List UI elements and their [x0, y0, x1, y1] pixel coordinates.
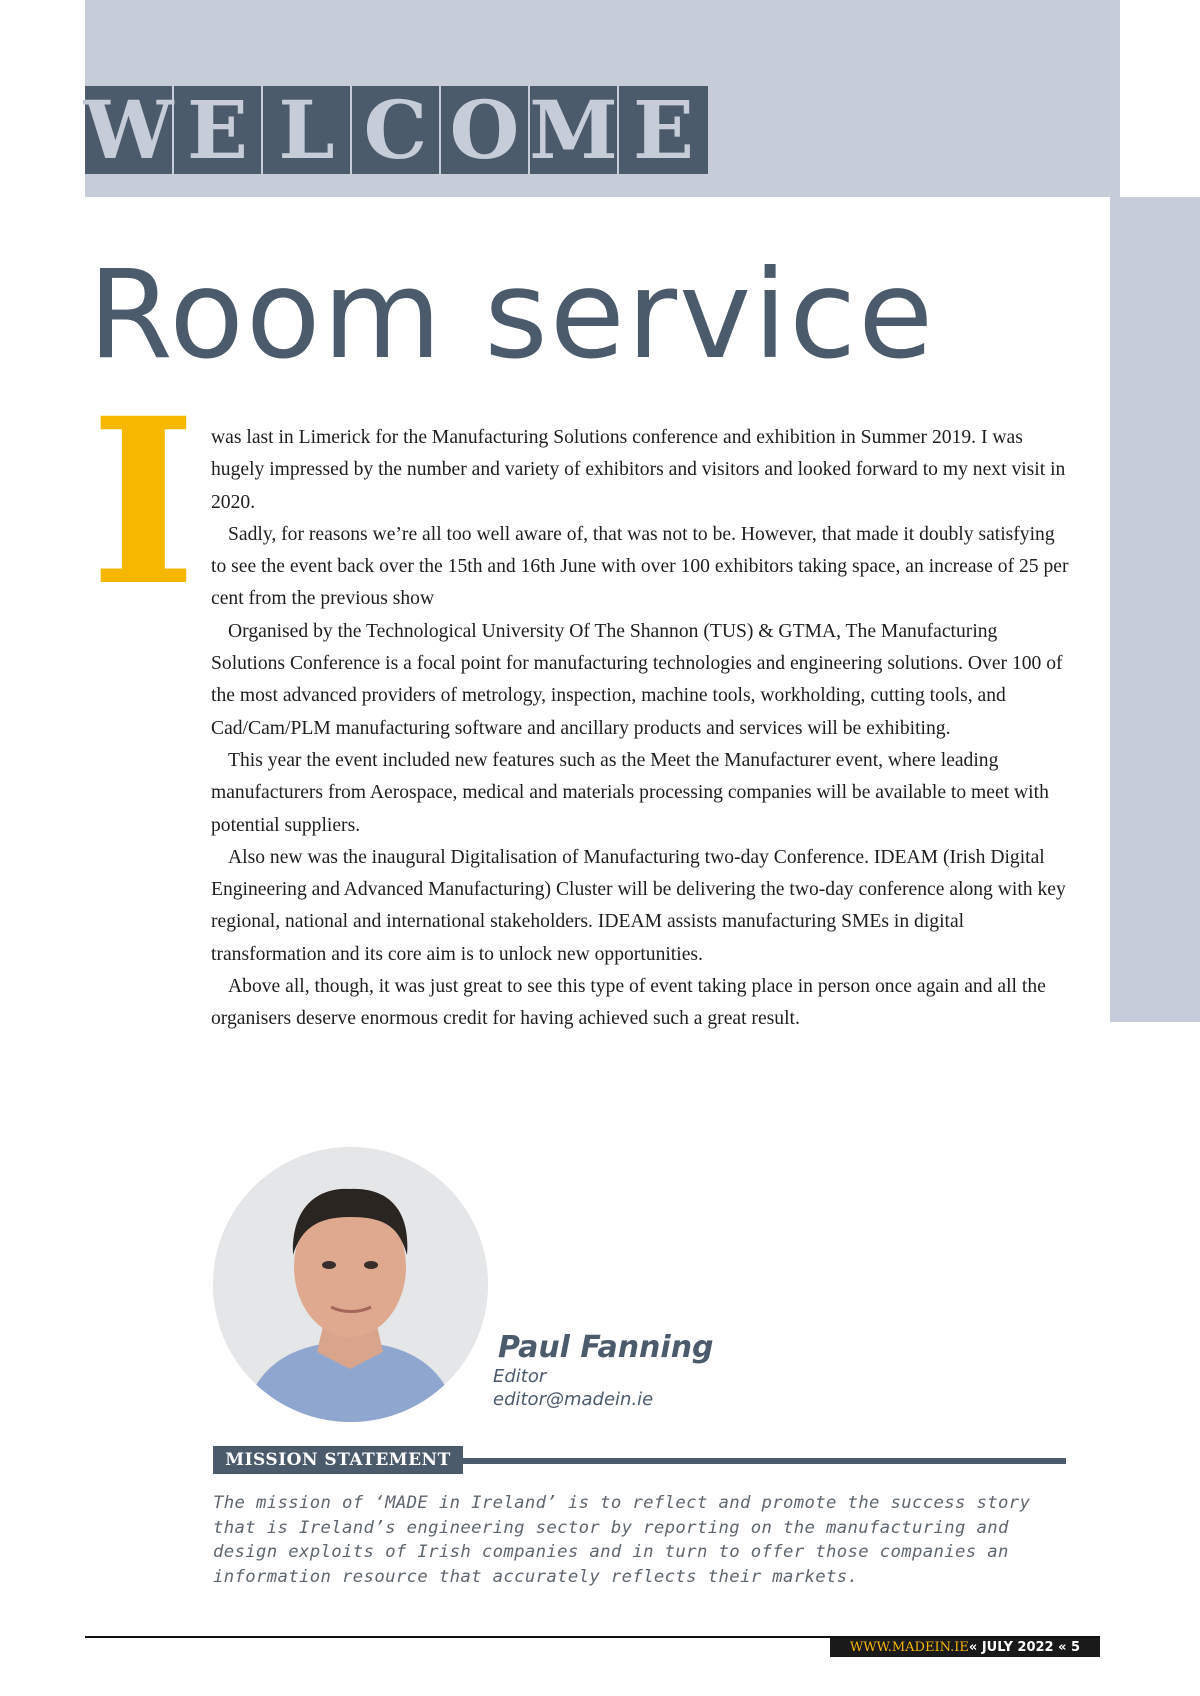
drop-cap: I [90, 368, 197, 636]
section-letter: O [441, 86, 530, 174]
article-paragraph: Sadly, for reasons we’re all too well aware of, that was not to be. However, that made it doubly satisfying to see the event back over the 15th and 16th June with over 100 exhibitors taking space, an increase of 25 per cent from the previous show [211, 523, 1069, 610]
editor-photo [213, 1147, 488, 1422]
section-letter: M [529, 83, 618, 177]
article-paragraph: Above all, though, it was just great to see this type of event taking place in person once again and all the organisers deserve enormous credit for having achieved such a great result. [211, 976, 1046, 1030]
mission-statement-label: MISSION STATEMENT [213, 1446, 463, 1474]
section-label-welcome [83, 83, 708, 177]
section-letter: W [83, 83, 174, 177]
article-paragraph: was last in Limerick for the Manufacturing Solutions conference and exhibition in Summer 2019. I was hugely impressed by the number and variety of exhibitors and visitors and looked forward to my next visit in 2020. [211, 427, 1066, 513]
section-letter: E [633, 83, 694, 177]
footer-folio [830, 1638, 1100, 1657]
editor-portrait-icon [213, 1147, 488, 1422]
footer-url[interactable]: WWW.MADEIN.IE [849, 1640, 969, 1655]
article-headline: Room service [88, 244, 936, 386]
article-paragraph: This year the event included new features such as the Meet the Manufacturer event, where leading manufacturers from Aerospace, medical and materials processing companies will be available to meet with potential suppliers. [211, 749, 1049, 836]
article-paragraph: Organised by the Technological University Of The Shannon (TUS) & GTMA, The Manufacturing Solutions Conference is a focal point for manufacturing technologies and engineering solutions. Over 100 of the most advanced providers of metrology, inspection, machine tools, workholding, cutting tools, and Cad/Cam/PLM manufacturing software and ancillary products and services will be exhibiting. [211, 620, 1063, 739]
editor-name: Paul Fanning [498, 1330, 714, 1365]
side-band [1110, 197, 1200, 1022]
section-letter: E [174, 86, 263, 174]
footer-issue: « JULY 2022 « 5 [968, 1640, 1081, 1655]
editor-email[interactable]: editor@madein.ie [493, 1389, 654, 1410]
section-letter: C [352, 86, 441, 174]
article-body [211, 422, 1073, 1036]
mission-statement-text: The mission of ‘MADE in Ireland’ is to reflect and promote the success story that is Ireland’s engineering sector by reporting on the manufacturing and design exploits of Irish companies and in turn to offer those companies an information resource that accurately reflects their markets. [213, 1493, 1031, 1588]
mission-divider [463, 1458, 1066, 1464]
article-paragraph: Also new was the inaugural Digitalisation of Manufacturing two-day Conference. IDEAM (Irish Digital Engineering and Advanced Manufacturing) Cluster will be delivering the two-day conference along with key regional, national and international stakeholders. IDEAM assists manufacturing SMEs in digital transformation and its core aim is to unlock new opportunities. [211, 846, 1066, 965]
section-letter: L [263, 86, 352, 174]
editor-role: Editor [493, 1366, 547, 1387]
